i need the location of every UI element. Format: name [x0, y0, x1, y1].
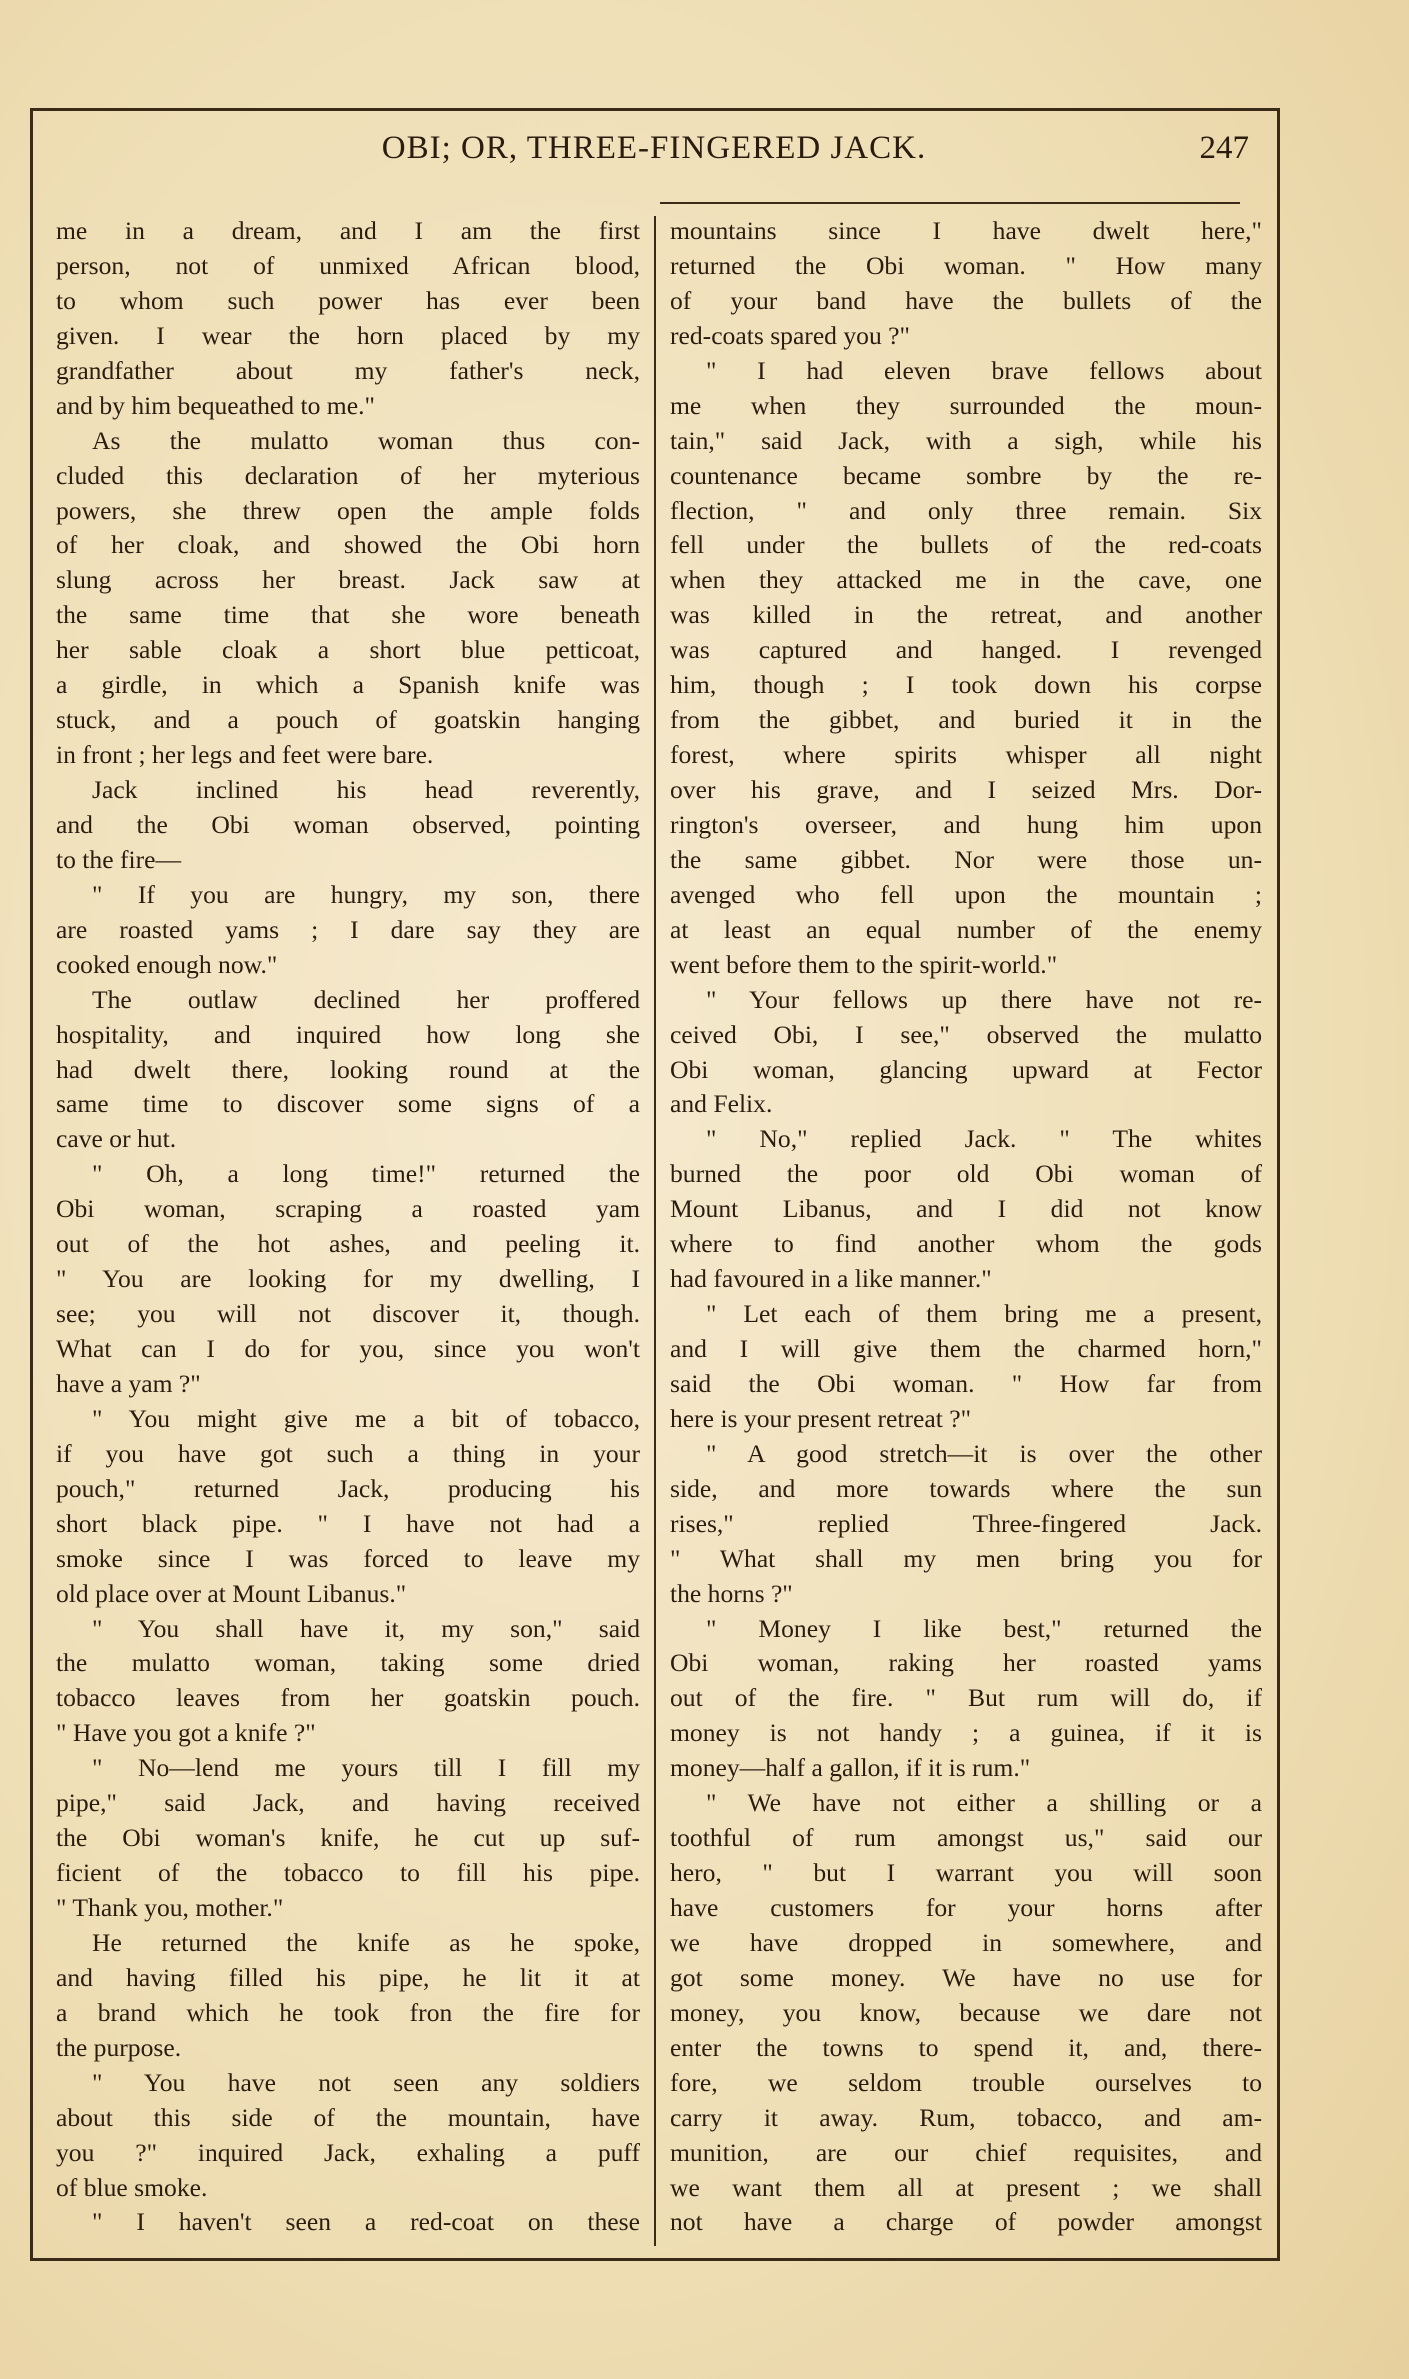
text-line: " You shall have it, my son," said — [92, 1613, 640, 1643]
text-line: we want them all at present ; we shall — [670, 2172, 1262, 2202]
running-title: OBI; OR, THREE-FINGERED JACK. — [381, 130, 927, 166]
text-line: toothful of rum amongst us," said our — [670, 1823, 1262, 1853]
page-border-bottom — [30, 2258, 1280, 2261]
text-line: returned the Obi woman. " How many — [670, 250, 1262, 280]
text-line: mountains since I have dwelt here," — [670, 216, 1262, 245]
text-line: had dwelt there, looking round at the — [56, 1054, 640, 1084]
text-line: Obi woman, glancing upward at Fector — [670, 1054, 1262, 1084]
text-line: money is not handy ; a guinea, if it is — [670, 1718, 1262, 1748]
text-line: The outlaw declined her proffered — [92, 984, 640, 1014]
text-line: in front ; her legs and feet were bare. — [56, 740, 434, 770]
text-line: pipe," said Jack, and having received — [56, 1788, 640, 1818]
text-line: to the fire— — [56, 844, 182, 874]
page-border-top — [30, 108, 1280, 111]
text-line: had favoured in a like manner." — [670, 1264, 992, 1294]
text-line: the Obi woman's knife, he cut up suf- — [56, 1823, 640, 1853]
text-line: munition, are our chief requisites, and — [670, 2137, 1262, 2167]
text-line: and having filled his pipe, he lit it at — [56, 1962, 640, 1992]
text-line: slung across her breast. Jack saw at — [56, 565, 640, 595]
text-line: forest, where spirits whisper all night — [670, 740, 1262, 770]
text-line: at least an equal number of the enemy — [670, 914, 1262, 944]
text-line: about this side of the mountain, have — [56, 2102, 640, 2132]
text-column-left — [56, 214, 640, 2240]
text-line: not have a charge of powder amongst — [670, 2207, 1262, 2237]
text-line: " Let each of them bring me a present, — [706, 1299, 1262, 1329]
text-line: the horns ?" — [670, 1578, 793, 1608]
header-rule — [660, 202, 1240, 204]
text-line: said the Obi woman. " How far from — [670, 1368, 1262, 1398]
text-line: rises," replied Three-fingered Jack. — [670, 1508, 1262, 1538]
text-line: ceived Obi, I see," observed the mulatto — [670, 1019, 1262, 1049]
text-line: avenged who fell upon the mountain ; — [670, 879, 1262, 909]
text-line: " You are looking for my dwelling, I — [56, 1264, 640, 1294]
text-line: enter the towns to spend it, and, there- — [670, 2032, 1262, 2062]
text-line: cluded this declaration of her myterious — [56, 460, 640, 490]
text-line: " Oh, a long time!" returned the — [92, 1159, 640, 1189]
text-column-right — [670, 214, 1262, 2240]
text-line: " Your fellows up there have not re- — [706, 984, 1262, 1014]
text-line: we have dropped in somewhere, and — [670, 1927, 1262, 1957]
text-line: given. I wear the horn placed by my — [56, 320, 640, 350]
text-line: the same gibbet. Nor were those un- — [670, 844, 1262, 874]
text-line: ficient of the tobacco to fill his pipe. — [56, 1858, 640, 1888]
text-line: of your band have the bullets of the — [670, 285, 1262, 315]
text-line: Jack inclined his head reverently, — [92, 775, 640, 804]
text-line: " No—lend me yours till I fill my — [92, 1753, 640, 1783]
text-line: countenance became sombre by the re- — [670, 460, 1262, 490]
page-number: 247 — [1199, 130, 1249, 166]
text-line: was killed in the retreat, and another — [670, 600, 1262, 630]
text-line: " I haven't seen a red-coat on these — [92, 2207, 640, 2237]
text-line: got some money. We have no use for — [670, 1962, 1262, 1992]
text-line: stuck, and a pouch of goatskin hanging — [56, 705, 640, 735]
text-line: out of the hot ashes, and peeling it. — [56, 1229, 640, 1259]
page-border-left — [30, 108, 33, 2258]
text-line: cave or hut. — [56, 1124, 177, 1154]
text-line: and I will give them the charmed horn," — [670, 1334, 1262, 1363]
text-line: the mulatto woman, taking some dried — [56, 1648, 640, 1678]
text-line: short black pipe. " I have not had a — [56, 1508, 640, 1538]
text-line: have a yam ?" — [56, 1368, 201, 1398]
text-line: out of the fire. " But rum will do, if — [670, 1683, 1262, 1713]
text-line: carry it away. Rum, tobacco, and am- — [670, 2102, 1262, 2132]
text-line: " Money I like best," returned the — [706, 1613, 1262, 1643]
column-divider — [654, 216, 656, 2246]
text-line: " If you are hungry, my son, there — [92, 879, 640, 909]
page-border-right — [1277, 110, 1280, 2260]
text-line: her sable cloak a short blue petticoat, — [56, 635, 640, 665]
text-line: red-coats spared you ?" — [670, 320, 910, 350]
text-line: the same time that she wore beneath — [56, 600, 640, 630]
text-line: me when they surrounded the moun- — [670, 390, 1262, 420]
text-line: and Felix. — [670, 1089, 773, 1119]
text-line: cooked enough now." — [56, 949, 278, 979]
text-line: to whom such power has ever been — [56, 285, 640, 315]
text-line: He returned the knife as he spoke, — [92, 1927, 640, 1957]
text-line: money, you know, because we dare not — [670, 1997, 1262, 2027]
text-line: powers, she threw open the ample folds — [56, 495, 640, 525]
text-line: tain," said Jack, with a sigh, while his — [670, 425, 1262, 455]
text-line: money—half a gallon, if it is rum." — [670, 1753, 1031, 1783]
text-line: As the mulatto woman thus con- — [92, 425, 640, 455]
text-line: me in a dream, and I am the first — [56, 216, 640, 245]
text-line: " No," replied Jack. " The whites — [706, 1124, 1262, 1154]
text-line: when they attacked me in the cave, one — [670, 565, 1262, 595]
text-line: and by him bequeathed to me." — [56, 390, 375, 420]
text-line: What can I do for you, since you won't — [56, 1334, 640, 1363]
text-line: was captured and hanged. I revenged — [670, 635, 1262, 665]
text-line: over his grave, and I seized Mrs. Dor- — [670, 775, 1262, 804]
text-line: and the Obi woman observed, pointing — [56, 809, 640, 839]
text-line: " You have not seen any soldiers — [92, 2067, 640, 2097]
text-line: " You might give me a bit of tobacco, — [92, 1403, 640, 1433]
text-line: " Have you got a knife ?" — [56, 1718, 316, 1748]
text-line: here is your present retreat ?" — [670, 1403, 972, 1433]
text-line: if you have got such a thing in your — [56, 1438, 640, 1468]
text-line: person, not of unmixed African blood, — [56, 250, 640, 280]
text-line: " We have not either a shilling or a — [706, 1788, 1262, 1818]
text-line: hospitality, and inquired how long she — [56, 1019, 640, 1049]
text-line: side, and more towards where the sun — [670, 1473, 1262, 1503]
text-line: smoke since I was forced to leave my — [56, 1543, 640, 1573]
text-line: a brand which he took fron the fire for — [56, 1997, 640, 2027]
text-line: him, though ; I took down his corpse — [670, 670, 1262, 700]
text-line: of blue smoke. — [56, 2172, 208, 2202]
text-line: Obi woman, raking her roasted yams — [670, 1648, 1262, 1678]
text-line: have customers for your horns after — [670, 1893, 1262, 1922]
text-line: went before them to the spirit-world." — [670, 949, 1058, 979]
text-line: tobacco leaves from her goatskin pouch. — [56, 1683, 640, 1713]
text-line: from the gibbet, and buried it in the — [670, 705, 1262, 735]
text-line: " Thank you, mother." — [56, 1893, 284, 1922]
text-line: rington's overseer, and hung him upon — [670, 809, 1262, 839]
text-line: flection, " and only three remain. Six — [670, 495, 1262, 525]
text-line: of her cloak, and showed the Obi horn — [56, 530, 640, 560]
text-line: same time to discover some signs of a — [56, 1089, 640, 1119]
text-line: " A good stretch—it is over the other — [706, 1438, 1262, 1468]
text-line: " What shall my men bring you for — [670, 1543, 1262, 1573]
text-line: where to find another whom the gods — [670, 1229, 1262, 1259]
text-line: pouch," returned Jack, producing his — [56, 1473, 640, 1503]
text-line: hero, " but I warrant you will soon — [670, 1858, 1262, 1888]
text-line: fore, we seldom trouble ourselves to — [670, 2067, 1262, 2097]
text-line: you ?" inquired Jack, exhaling a puff — [56, 2137, 640, 2167]
text-line: Obi woman, scraping a roasted yam — [56, 1194, 640, 1224]
text-line: fell under the bullets of the red-coats — [670, 530, 1262, 560]
text-line: " I had eleven brave fellows about — [706, 355, 1262, 385]
text-line: Mount Libanus, and I did not know — [670, 1194, 1262, 1224]
text-line: old place over at Mount Libanus." — [56, 1578, 407, 1608]
running-header — [34, 130, 1274, 186]
text-line: grandfather about my father's neck, — [56, 355, 640, 385]
text-line: are roasted yams ; I dare say they are — [56, 914, 640, 944]
text-line: a girdle, in which a Spanish knife was — [56, 670, 640, 700]
text-line: burned the poor old Obi woman of — [670, 1159, 1262, 1189]
text-line: the purpose. — [56, 2032, 182, 2062]
text-line: see; you will not discover it, though. — [56, 1299, 640, 1329]
